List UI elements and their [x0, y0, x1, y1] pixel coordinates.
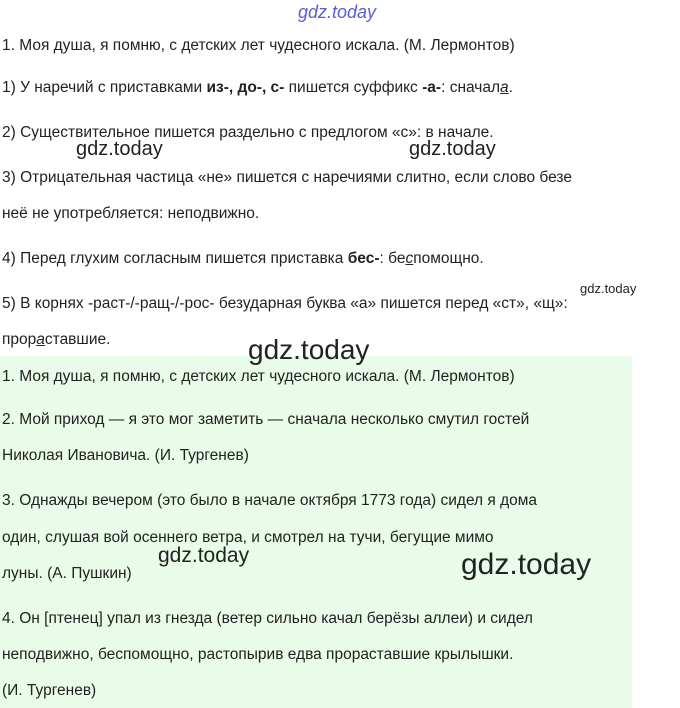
sentence-4-line-2: неподвижно, беспомощно, растопырив едва прораставшие крылышки. — [2, 646, 514, 663]
rule-1-marked-letter: а — [500, 79, 509, 96]
rule-4-prefix: бес- — [347, 250, 380, 267]
watermark: gdz.today — [409, 138, 496, 160]
watermark: gdz.today — [461, 548, 592, 581]
sentence-3-line-3: луны. (А. Пушкин) — [2, 565, 132, 582]
rule-5-example: прор — [2, 331, 37, 348]
rule-5-example-end: ставшие. — [44, 331, 111, 348]
rule-5-line-1: 5) В корнях -раст-/-ращ-/-рос- безударная буква «а» пишется перед «ст», «щ»: — [2, 295, 568, 312]
rule-3-line-2: неё не употребляется: неподвижно. — [2, 205, 260, 222]
sentence-2-line-1: 2. Мой приход — я это мог заметить — сначала несколько смутил гостей — [2, 411, 530, 428]
rule-1-example: : сначал — [441, 79, 501, 96]
rule-2: 2) Существительное пишется раздельно с предлогом «с»: в начале. — [2, 124, 494, 141]
watermark: gdz.today — [248, 334, 370, 365]
rule-1-suffix: -а- — [422, 79, 442, 96]
rule-1-text-2: пишется суффикс — [284, 79, 423, 96]
watermark: gdz.today — [76, 138, 163, 160]
rule-4-text: 4) Перед глухим согласным пишется приставка — [2, 250, 348, 267]
rule-5-marked-letter: а — [36, 331, 45, 348]
rule-4-marked-letter: с — [405, 250, 414, 267]
rule-4-example: : бе — [379, 250, 406, 267]
sentence-3-line-2: один, слушая вой осеннего ветра, и смотрел на тучи, бегущие мимо — [2, 529, 494, 546]
rule-4 — [2, 250, 484, 268]
rule-3-line-1: 3) Отрицательная частица «не» пишется с наречиями слитно, если слово безе — [2, 169, 572, 186]
analysis-sentence: 1. Моя душа, я помню, с детских лет чудесного искала. (М. Лермонтов) — [2, 37, 515, 54]
watermark-top: gdz.today — [298, 2, 377, 22]
rule-1 — [2, 79, 513, 97]
sentence-2-line-2: Николая Ивановича. (И. Тургенев) — [2, 447, 249, 464]
rule-1-end: . — [508, 79, 513, 96]
sentence-4-line-1: 4. Он [птенец] упал из гнезда (ветер сильно качал берёзы аллеи) и сидел — [2, 610, 533, 627]
rule-1-prefixes: из-, до-, с- — [206, 79, 285, 96]
watermark: gdz.today — [580, 281, 637, 296]
watermark: gdz.today — [158, 544, 250, 567]
rule-5-line-2 — [2, 331, 110, 349]
sentence-4-line-3: (И. Тургенев) — [2, 682, 97, 699]
rule-4-example-end: помощно. — [413, 250, 484, 267]
rule-1-text: 1) У наречий с приставками — [2, 79, 207, 96]
sentence-3-line-1: 3. Однажды вечером (это было в начале октября 1773 года) сидел я дома — [2, 492, 538, 509]
sentence-1: 1. Моя душа, я помню, с детских лет чудесного искала. (М. Лермонтов) — [2, 368, 515, 385]
